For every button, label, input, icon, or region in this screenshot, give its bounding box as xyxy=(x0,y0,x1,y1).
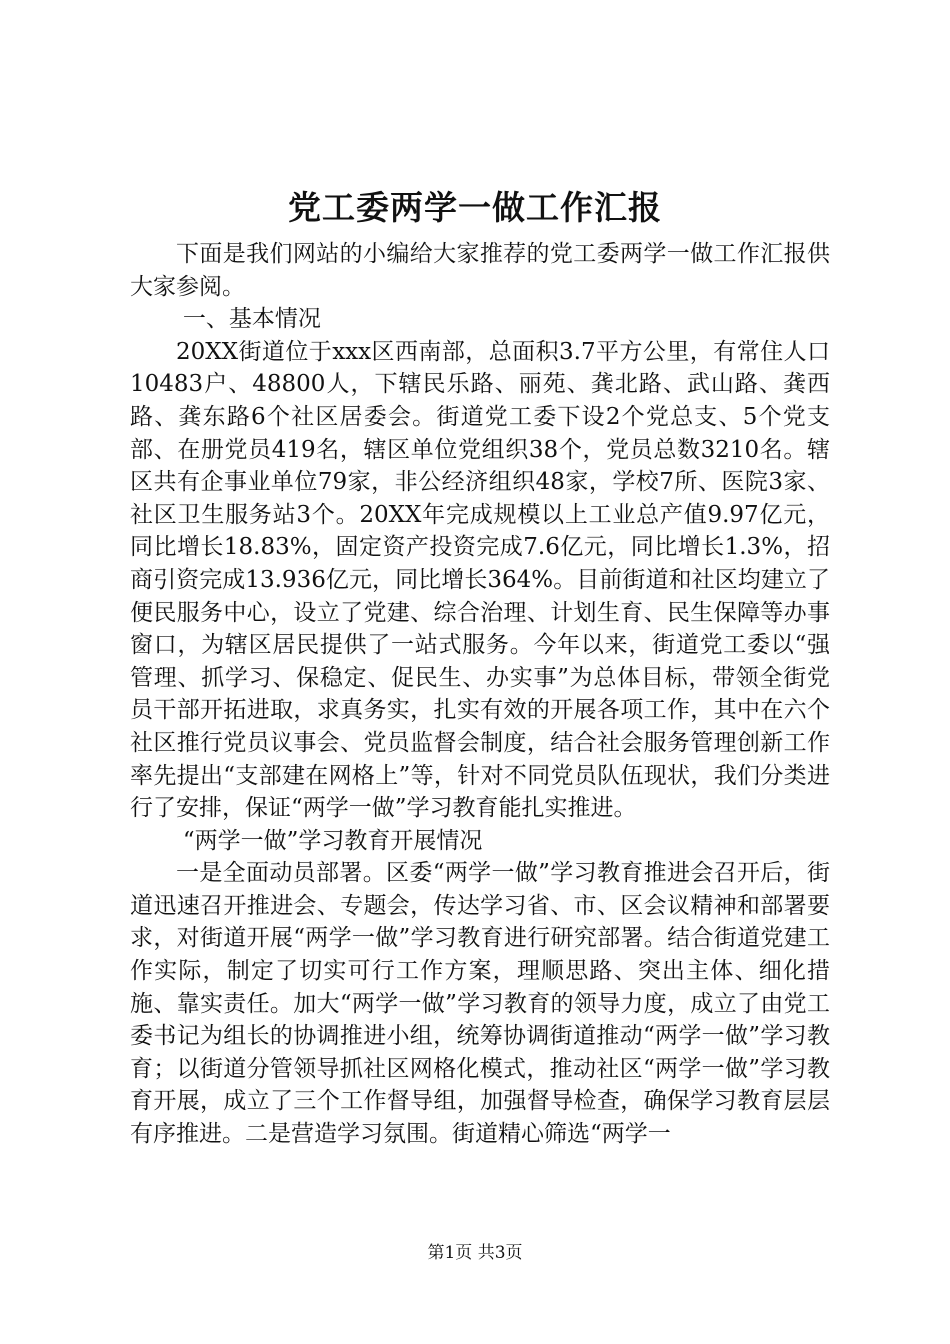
document-title: 党工委两学一做工作汇报 xyxy=(288,188,662,227)
basic-situation-paragraph: 20XX街道位于xxx区西南部，总面积3.7平方公里，有常住人口10483户、48800人，下辖民乐路、丽苑、龚北路、武山路、龚西路、龚东路6个社区居委会。街道党工委下设2个党总支、5个党支部、在册党员419名，辖区单位党组织38个，党员总数3210名。辖区共有企事业单位79家，非公经济组织48家，学校7所、医院3家、社区卫生服务站3个。20XX年完成规模以上工业总产值9.97亿元，同比增长18.83%，固定资产投资完成7.6亿元，同比增长1.3%，招商引资完成13.936亿元，同比增长364%。目前街道和社区均建立了便民服务中心，设立了党建、综合治理、计划生育、民生保障等办事窗口，为辖区居民提供了一站式服务。今年以来，街道党工委以“强管理、抓学习、保稳定、促民生、办实事”为总体目标，带领全街党员干部开拓进取，求真务实，扎实有效的开展各项工作，其中在六个社区推行党员议事会、党员监督会制度，结合社会服务管理创新工作率先提出“支部建在网格上”等，针对不同党员队伍现状，我们分类进行了安排，保证“两学一做”学习教育能扎实推进。 xyxy=(130,338,830,822)
intro-paragraph: 下面是我们网站的小编给大家推荐的党工委两学一做工作汇报供大家参阅。 xyxy=(130,241,830,300)
document-body xyxy=(130,238,830,1151)
section-heading-basic-situation: 一、基本情况 xyxy=(182,306,321,333)
page-number-footer: 第1页 共3页 xyxy=(427,1243,523,1263)
section-heading-study-education: “两学一做”学习教育开展情况 xyxy=(182,827,483,854)
study-education-paragraph: 一是全面动员部署。区委“两学一做”学习教育推进会召开后，街道迅速召开推进会、专题会，传达学习省、市、区会议精神和部署要求，对街道开展“两学一做”学习教育进行研究部署。结合街道党建工作实际，制定了切实可行工作方案，理顺思路、突出主体、细化措施、靠实责任。加大“两学一做”学习教育的领导力度，成立了由党工委书记为组长的协调推进小组，统筹协调街道推动“两学一做”学习教育；以街道分管领导抓社区网格化模式，推动社区“两学一做”学习教育开展，成立了三个工作督导组，加强督导检查，确保学习教育层层有序推进。二是营造学习氛围。街道精心筛选“两学一 xyxy=(130,860,830,1148)
